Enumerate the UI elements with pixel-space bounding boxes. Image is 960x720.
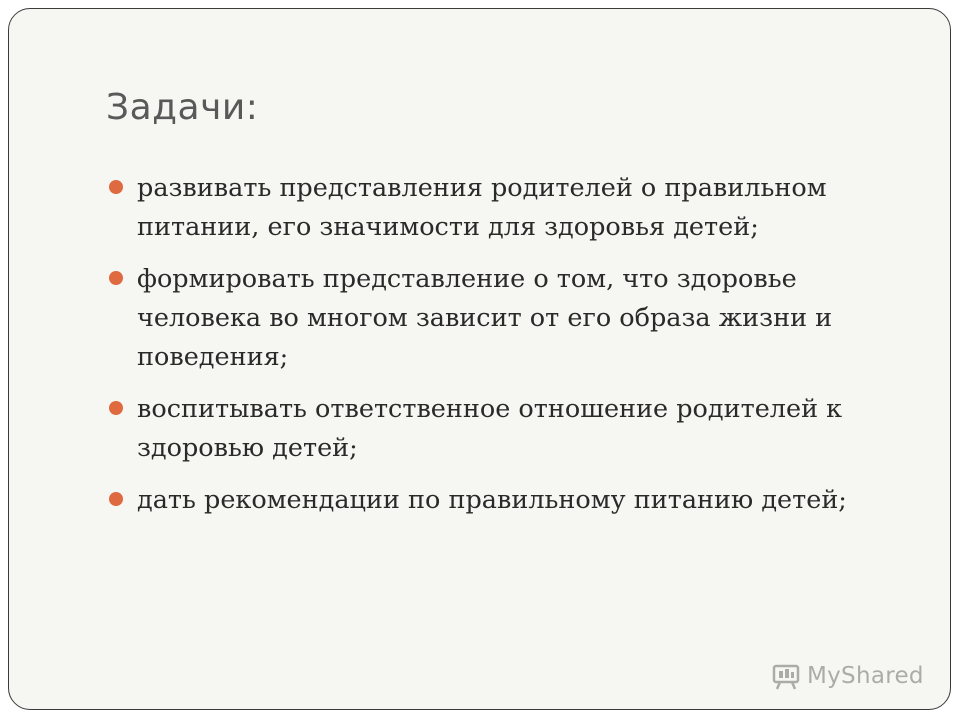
- slide: [8, 8, 951, 710]
- bullet-dot-icon: [109, 180, 123, 194]
- bullet-item: [107, 260, 887, 377]
- bullet-list: [107, 169, 887, 533]
- bullet-text: дать рекомендации по правильному питанию детей;: [137, 485, 847, 515]
- bullet-dot-icon: [109, 271, 123, 285]
- bullet-text: воспитывать ответственное отношение родителей к здоровью детей;: [137, 394, 843, 463]
- bullet-text: развивать представления родителей о правильном питании, его значимости для здоровья детей;: [137, 173, 827, 242]
- watermark: [771, 661, 924, 691]
- bullet-item: [107, 481, 887, 520]
- bullet-dot-icon: [109, 492, 123, 506]
- bullet-item: [107, 390, 887, 468]
- slide-title: Задачи:: [106, 87, 259, 128]
- bullet-item: [107, 169, 887, 247]
- myshared-logo-icon: [771, 661, 801, 691]
- bullet-dot-icon: [109, 401, 123, 415]
- watermark-text: MyShared: [807, 663, 924, 689]
- bullet-text: формировать представление о том, что здоровье человека во многом зависит от его образа жизни и поведения;: [137, 264, 833, 372]
